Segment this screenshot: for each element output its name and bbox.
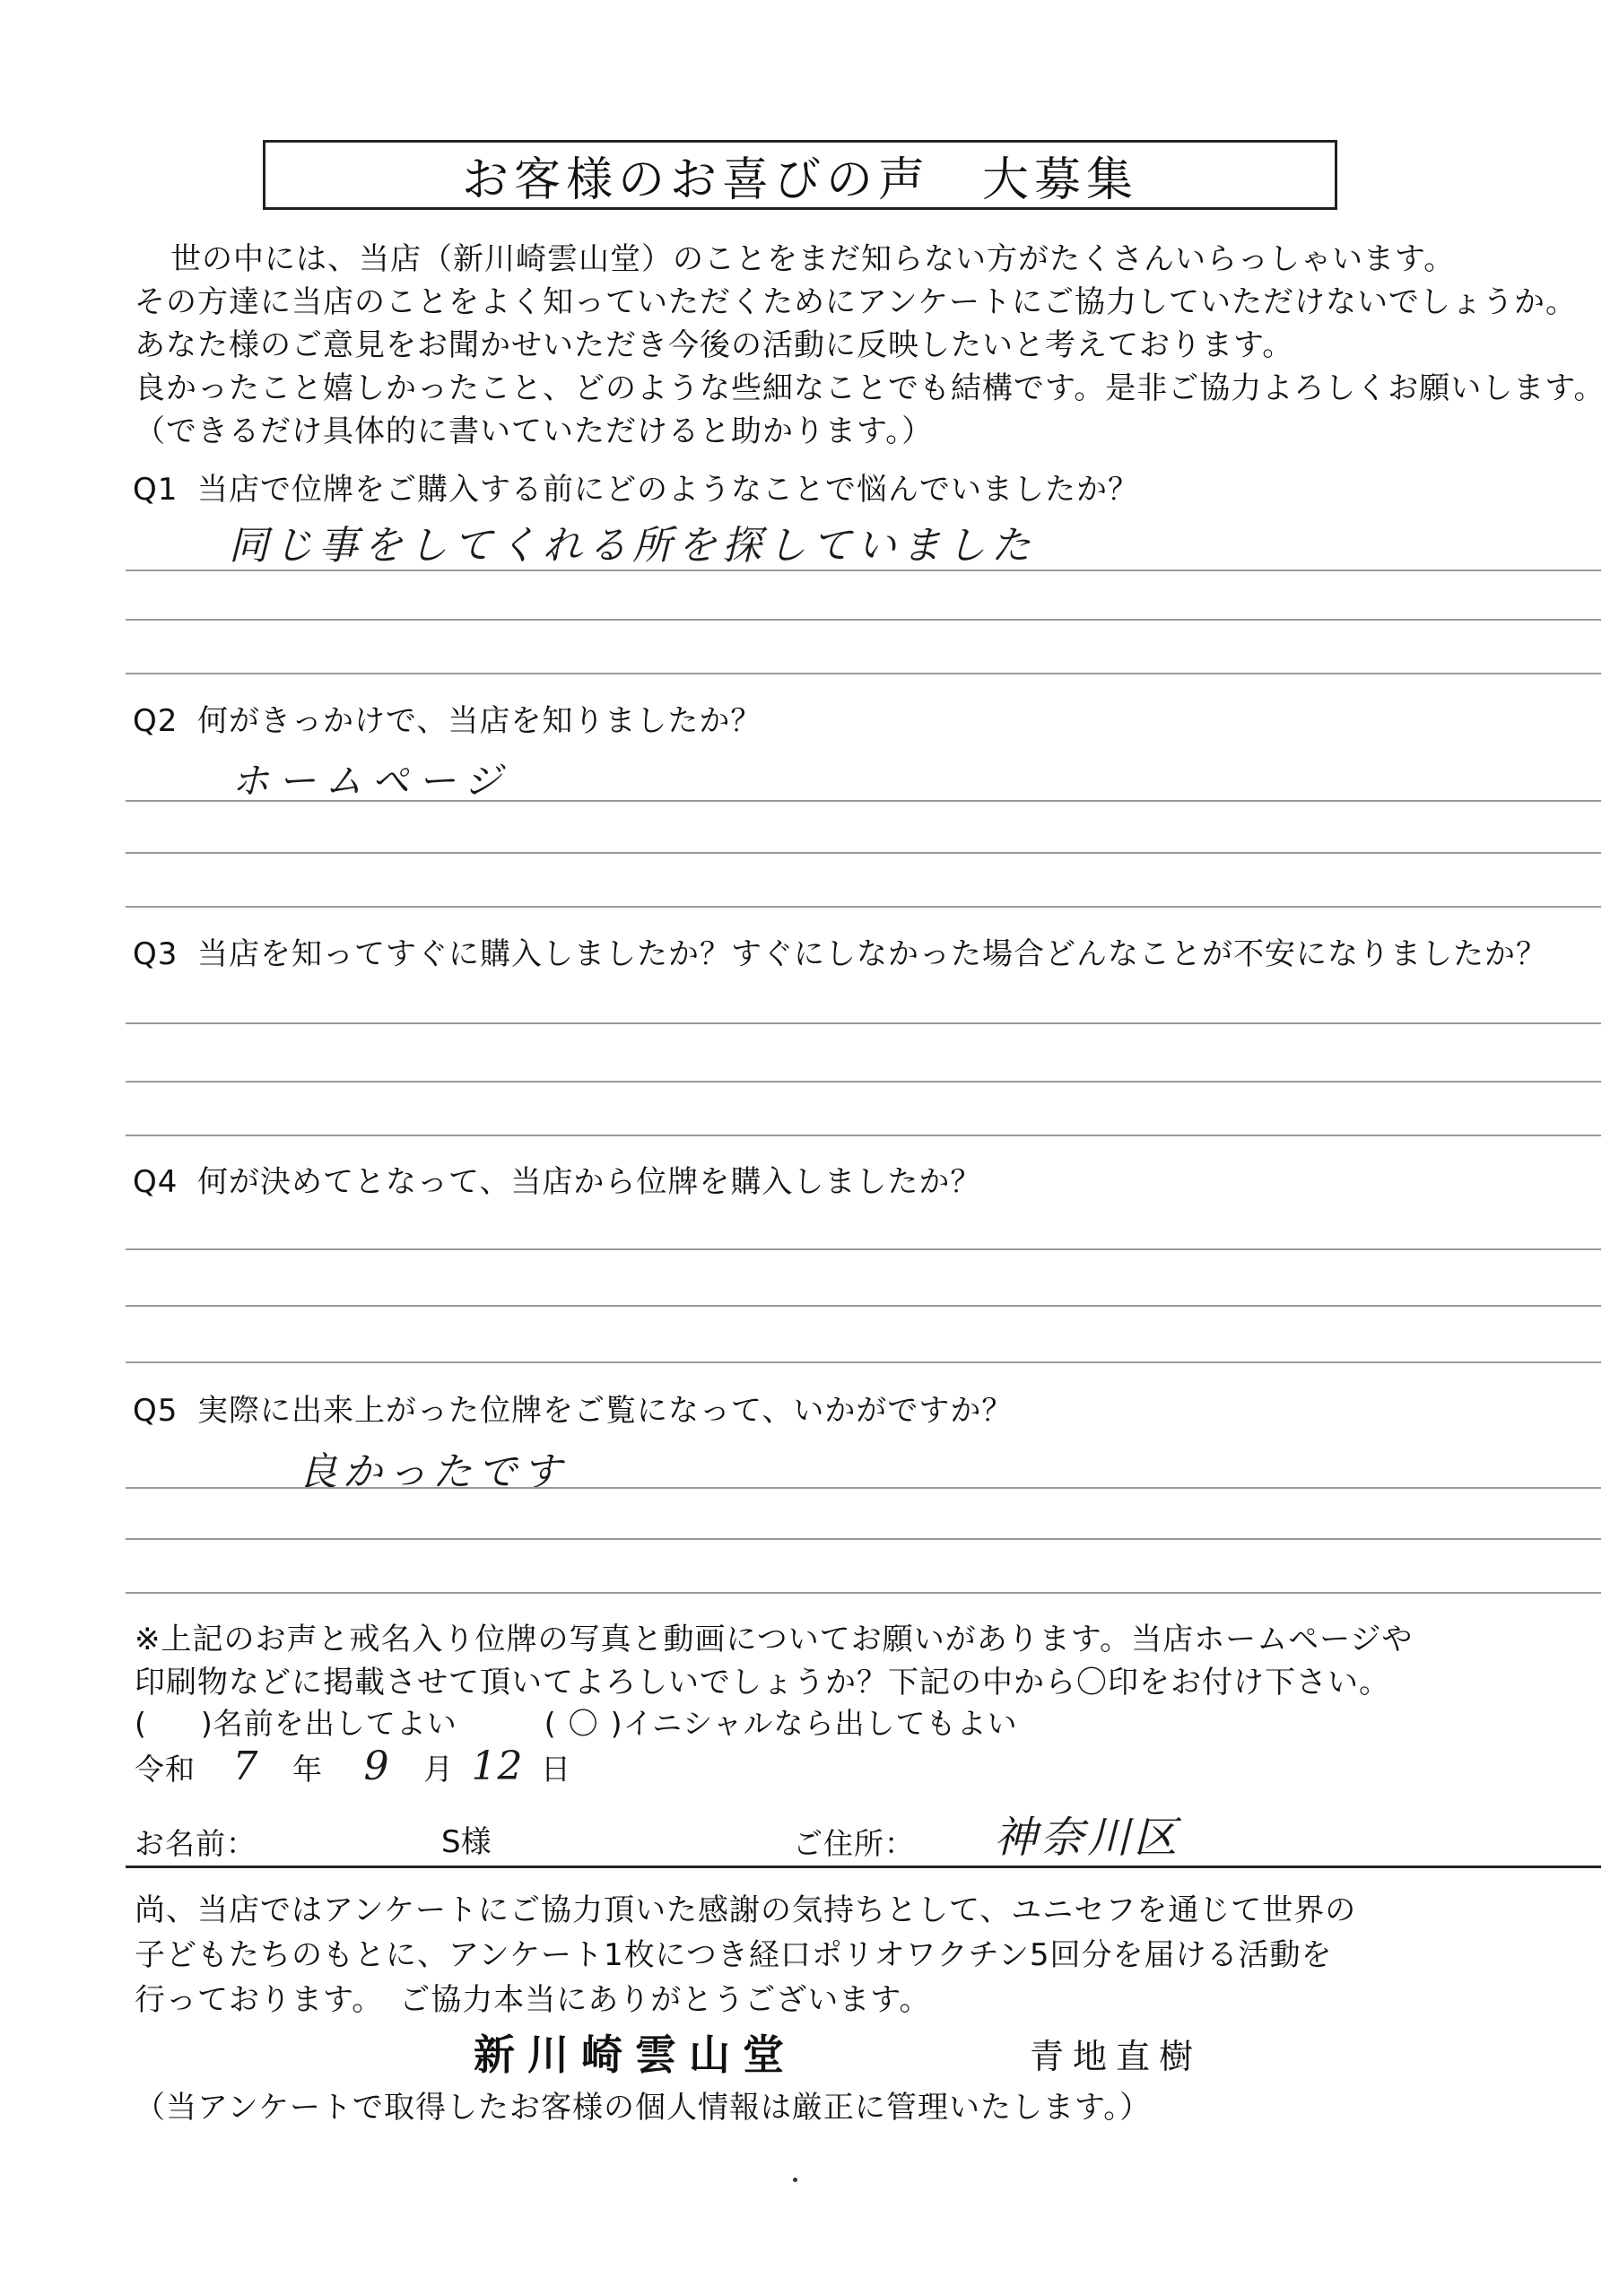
intro-line-3: あなた様のご意見をお聞かせいただき今後の活動に反映したいと考えております。	[135, 327, 1294, 363]
intro-line-1: 世の中には、当店（新川崎雲山堂）のことをまだ知らない方がたくさんいらっしゃいます。	[170, 241, 1456, 277]
question-text: 当店で位牌をご購入する前にどのようなことで悩んでいましたか？	[197, 472, 1139, 508]
answer-line	[126, 570, 1601, 571]
question-text: 当店を知ってすぐに購入しましたか？すぐにしなかった場合どんなことが不安になりましたか？	[197, 936, 1547, 972]
name-value[interactable]: S様	[441, 1824, 492, 1860]
answer-line	[126, 1361, 1601, 1363]
closing-line-3: 行っております。 ご協力本当にありがとうございます。	[135, 1982, 931, 2018]
intro-line-4: 良かったこと嬉しかったこと、どのような些細なことでも結構です。是非ご協力よろしくお願いします。	[135, 370, 1606, 406]
option-mark-circle: 〇	[568, 1706, 599, 1741]
answer-5[interactable]: 良かったです	[298, 1449, 567, 1495]
question-number: Q3	[133, 936, 178, 972]
date-year[interactable]: 7	[232, 1744, 259, 1789]
question-4	[133, 1157, 981, 1201]
intro-line-2: その方達に当店のことをよく知っていただくためにアンケートにご協力していただけないでしょうか。	[135, 284, 1577, 320]
question-3	[133, 929, 1547, 973]
answer-2[interactable]: ホームページ	[231, 759, 511, 803]
closing-line-1: 尚、当店ではアンケートにご協力頂いた感謝の気持ちとして、ユニセフを通じて世界の	[135, 1892, 1357, 1928]
answer-line	[126, 1538, 1601, 1540]
question-number: Q1	[133, 472, 178, 508]
consent-notice-line-2: 印刷物などに掲載させて頂いてよろしいでしょうか？下記の中から〇印をお付け下さい。	[135, 1665, 1390, 1700]
answer-line	[126, 1022, 1601, 1024]
answer-line	[126, 619, 1601, 621]
owner-name: 青地直樹	[1030, 2037, 1203, 2076]
answer-line	[126, 1305, 1601, 1307]
question-text: 何がきっかけで、当店を知りましたか？	[197, 703, 762, 739]
answer-line	[126, 1081, 1601, 1083]
question-5	[133, 1386, 1013, 1430]
date-day[interactable]: 12	[471, 1744, 524, 1789]
name-address-rule	[126, 1866, 1601, 1868]
answer-line	[126, 906, 1601, 908]
privacy-note: （当アンケートで取得したお客様の個人情報は厳正に管理いたします。）	[135, 2090, 1152, 2126]
question-number: Q4	[133, 1164, 178, 1200]
page-title	[263, 140, 1337, 210]
question-1	[133, 465, 1139, 509]
answer-line	[126, 852, 1601, 854]
name-label: お名前：	[135, 1826, 257, 1861]
answer-line	[126, 1248, 1601, 1250]
intro-line-5: （できるだけ具体的に書いていただけると助かります。）	[135, 413, 934, 449]
question-2	[133, 696, 762, 740]
page-title-text: お客様のお喜びの声 大募集	[461, 152, 1138, 207]
closing-line-2: 子どもたちのもとに、アンケート1枚につき経口ポリオワクチン5回分を届ける活動を	[135, 1937, 1333, 1973]
date-field: 令和 7 年 9 月 12 日	[135, 1744, 571, 1789]
answer-line	[126, 1487, 1601, 1489]
consent-notice-line-1: ※上記のお声と戒名入り位牌の写真と動画についてお願いがあります。当店ホームページや	[135, 1622, 1414, 1657]
date-era: 令和	[135, 1752, 196, 1787]
consent-options	[135, 1700, 1018, 1743]
question-text: 何が決めてとなって、当店から位牌を購入しましたか？	[197, 1164, 982, 1200]
stray-dot	[793, 2178, 797, 2182]
answer-line	[126, 1135, 1601, 1136]
date-month[interactable]: 9	[363, 1744, 390, 1789]
address-value[interactable]: 神奈川区	[994, 1813, 1181, 1863]
question-number: Q5	[133, 1393, 178, 1429]
address-label: ご住所：	[793, 1826, 915, 1861]
question-text: 実際に出来上がった位牌をご覧になって、いかがですか？	[197, 1393, 1014, 1429]
question-number: Q2	[133, 703, 178, 739]
answer-line	[126, 800, 1601, 802]
answer-line	[126, 1592, 1601, 1594]
answer-1[interactable]: 同じ事をしてくれる所を探していました	[229, 523, 1036, 569]
answer-line	[126, 673, 1601, 674]
consent-option-initials[interactable]: ( 〇 )イニシャルなら出してもよい	[544, 1706, 1018, 1741]
consent-option-name[interactable]: ( )名前を出してよい	[135, 1706, 457, 1741]
store-name: 新川崎雲山堂	[474, 2031, 796, 2079]
